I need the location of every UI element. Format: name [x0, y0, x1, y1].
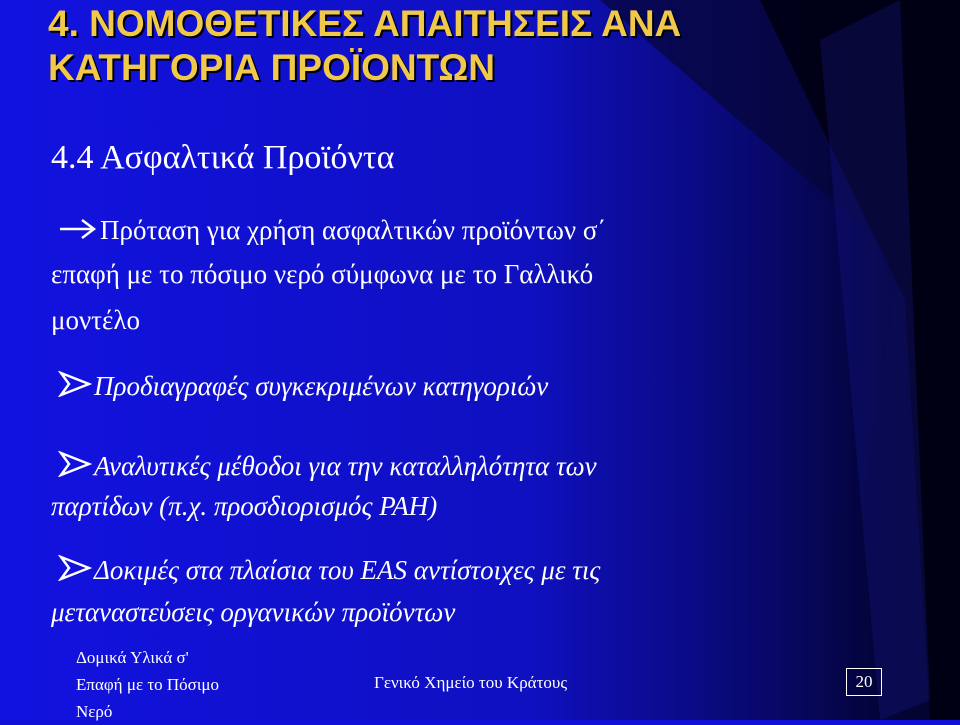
bullet-1-text-2: επαφή με το πόσιμο νερό σύμφωνα με το Γαλλικό: [51, 259, 594, 289]
title-line-2: ΚΑΤΗΓΟΡΙΑ ΠΡΟΪΟΝΤΩΝ: [48, 47, 495, 88]
bullet-1-text-1: Πρόταση για χρήση ασφαλτικών προϊόντων σ΄: [100, 215, 607, 245]
bullet-1-line-1: [58, 212, 606, 250]
title-line-1: 4. ΝΟΜΟΘΕΤΙΚΕΣ ΑΠΑΙΤΗΣΕΙΣ ΑΝΑ: [48, 3, 682, 44]
bullet-3-line-1: [58, 448, 597, 486]
slide-title: [48, 2, 948, 90]
bullet-4-text-2: μεταναστεύσεις οργανικών προϊόντων: [51, 597, 456, 627]
bullet-1-text-3: μοντέλο: [51, 305, 140, 335]
arrow-right-icon: [58, 214, 98, 250]
bullet-2-line-1: [58, 368, 548, 406]
section-subtitle: 4.4 Ασφαλτικά Προϊόντα: [51, 139, 395, 176]
footer-left-line-2: Επαφή με το Πόσιμο: [76, 675, 220, 694]
bullet-4-text-1: Δοκιμές στα πλαίσια του EAS αντίστοιχες με τις: [94, 555, 601, 585]
footer-left-line-3: Νερό: [76, 702, 113, 721]
chevron-bullet-icon: [58, 370, 92, 406]
bullet-4-line-1: [58, 552, 600, 590]
footer-left-line-1: Δομικά Υλικά σ': [76, 648, 189, 667]
bullet-2-text-1: Προδιαγραφές συγκεκριμένων κατηγοριών: [94, 371, 549, 401]
bullet-3-text-2: παρτίδων (π.χ. προσδιορισμός PAH): [51, 491, 438, 521]
footer-center: Γενικό Χημείο του Κράτους: [374, 673, 568, 692]
page-number: 20: [846, 668, 882, 696]
bullet-3-text-1: Αναλυτικές μέθοδοι για την καταλληλότητα των: [94, 451, 597, 481]
footer-left: [76, 644, 219, 725]
chevron-bullet-icon: [58, 554, 92, 590]
chevron-bullet-icon: [58, 450, 92, 486]
